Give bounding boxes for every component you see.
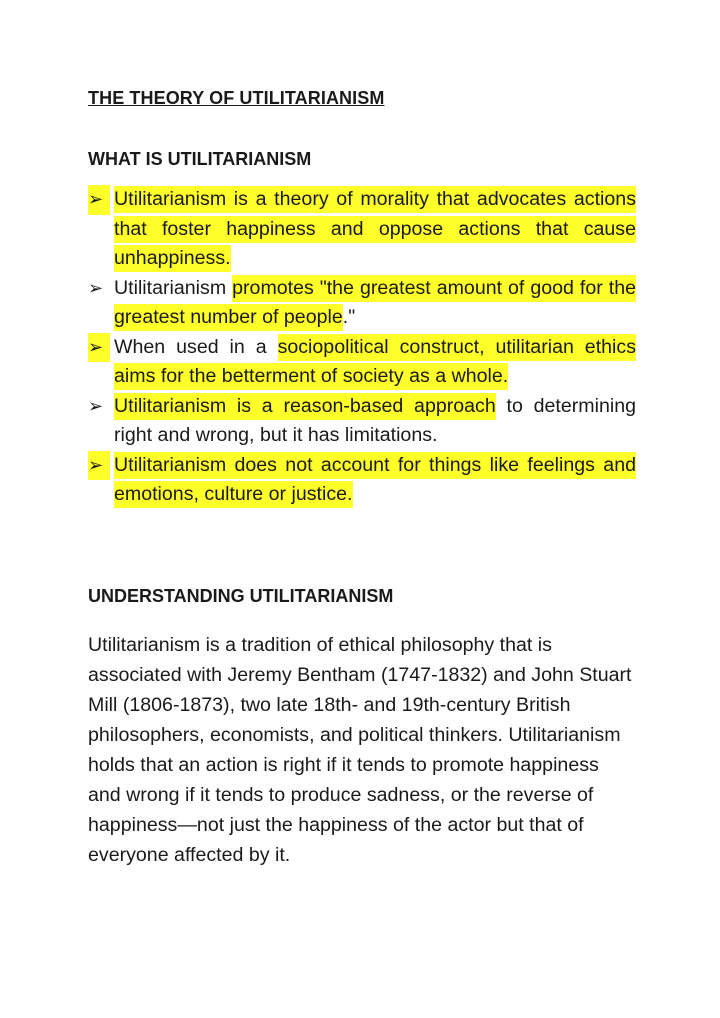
body-paragraph: Utilitarianism is a tradition of ethical philosophy that is associated with Jeremy Bentham (1747-1832) and John Stuart Mill (1806-1873), two late 18th- and 19th-century British philosophers, economists, and political thinkers. Utilitarianism holds that an action is right if it tends to promote happiness and wrong if it tends to produce sadness, or the reverse of happiness—not just the happiness of the actor but that of everyone affected by it. [88,633,632,866]
bullet-text-plain: to determining right and wrong, but it has limitations. [114,394,636,446]
document-title: THE THEORY OF UTILITARIANISM [88,88,385,108]
bullet-item [88,333,636,392]
bullet-item [88,185,636,274]
bullet-text-plain: When used in a [114,335,278,358]
bullet-text-plain: Utilitarianism [114,276,233,299]
highlighted-text: promotes "the greatest amount of good for the greatest number of people [114,275,636,332]
section-heading-what-is: WHAT IS UTILITARIANISM [88,149,312,169]
bullet-item [88,274,636,333]
arrow-bullet-icon: ➢ [88,185,110,215]
highlighted-text: Utilitarianism is a theory of morality that advocates actions that foster happiness and oppose actions that cause unhappiness. [114,186,636,272]
arrow-bullet-icon: ➢ [88,395,104,416]
highlighted-text: sociopolitical construct, utilitarian ethics aims for the betterment of society as a whole. [114,334,636,391]
arrow-bullet-icon: ➢ [88,277,104,298]
highlighted-text: Utilitarianism is a reason-based approach [114,393,496,420]
arrow-bullet-icon: ➢ [88,451,110,481]
section-heading-understanding: UNDERSTANDING UTILITARIANISM [88,585,394,606]
bullet-text-plain: ." [342,306,356,328]
document-page [88,86,636,870]
arrow-bullet-icon: ➢ [88,333,110,363]
highlighted-text: Utilitarianism does not account for things like feelings and emotions, culture or justice. [114,452,636,509]
bullet-list [88,185,636,510]
bullet-item [88,451,636,510]
bullet-item [88,392,636,451]
